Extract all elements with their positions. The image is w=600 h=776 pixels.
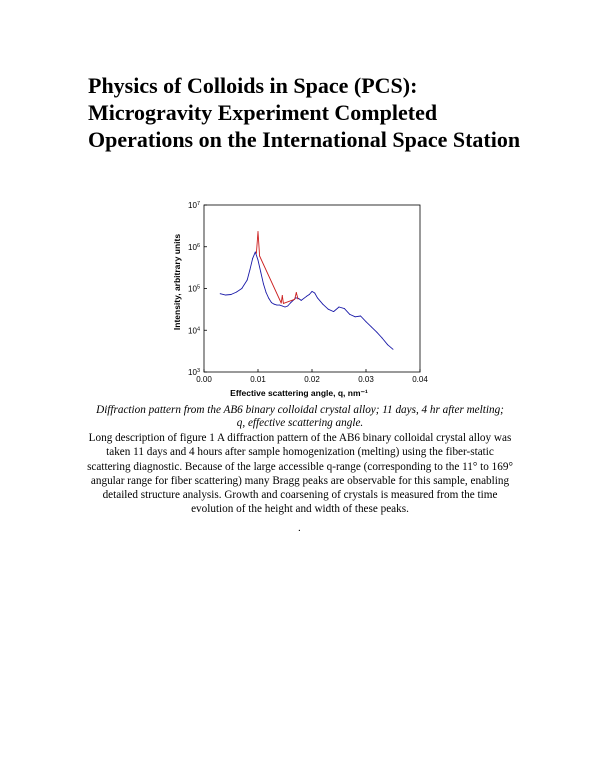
y-tick-label: $10^4$ (188, 326, 200, 336)
data-point (328, 309, 329, 310)
y-tick-label: $10^6$ (188, 242, 200, 252)
trailing-mark: . (298, 522, 301, 534)
y-tick-label: $10^5$ (188, 284, 200, 294)
data-point (274, 304, 275, 305)
data-point (287, 306, 288, 307)
data-point (276, 305, 277, 306)
series-layer (220, 231, 394, 350)
data-point (376, 332, 377, 333)
data-point (339, 307, 340, 308)
data-point (263, 283, 264, 284)
long-description: Long description of figure 1 A diffraction pattern of the AB6 binary colloidal crystal alloy was taken 11 days and 4 hours after sample homogenization (melting) using the fiber-static scattering diagnostic. Because of the large accessible q-range (corresponding to the 11° to 169° angular range for fiber scattering) many Bragg peaks are observable for this sample, enabling detailed structure analysis. Growth and coarsening of crystals is measured from the time evolution of the height and width of these peaks. (87, 432, 513, 516)
data-point (309, 294, 310, 295)
data-point (255, 252, 256, 253)
data-point (252, 258, 253, 259)
data-point (371, 326, 372, 327)
x-tick-label: 0.01 (250, 375, 266, 384)
data-point (220, 293, 221, 294)
data-point (259, 256, 260, 257)
data-point (360, 316, 361, 317)
data-point (247, 280, 248, 281)
data-point (281, 303, 282, 304)
axes-layer (188, 201, 428, 384)
data-point (387, 344, 388, 345)
data-point (317, 297, 318, 298)
series-line-measured (220, 252, 393, 349)
data-point (258, 231, 259, 232)
data-point (333, 311, 334, 312)
figure-caption: Diffraction pattern from the AB6 binary colloidal crystal alloy; 11 days, 4 hr after melting; q, effective scattering angle. (96, 404, 504, 429)
data-point (285, 307, 286, 308)
y-tick-label: $10^7$ (188, 201, 200, 210)
data-point (249, 269, 250, 270)
data-point (225, 295, 226, 296)
data-point (231, 294, 232, 295)
data-point (296, 292, 297, 293)
data-point (344, 308, 345, 309)
data-point (282, 306, 283, 307)
data-point (312, 291, 313, 292)
data-point (241, 288, 242, 289)
data-point (306, 296, 307, 297)
y-axis-label: Intensity, arbitrary units (172, 233, 182, 331)
data-point (355, 316, 356, 317)
data-point (290, 303, 291, 304)
x-tick-label: 0.02 (304, 375, 320, 384)
data-point (271, 302, 272, 303)
data-point (279, 305, 280, 306)
y-tick-label: $10^3$ (188, 368, 200, 377)
data-point (294, 299, 295, 300)
data-point (256, 253, 257, 254)
data-point (349, 314, 350, 315)
data-point (393, 349, 394, 350)
diffraction-figure (168, 196, 438, 402)
data-point (314, 293, 315, 294)
data-point (258, 260, 259, 261)
data-point (236, 292, 237, 293)
data-point (266, 292, 267, 293)
page-title: Physics of Colloids in Space (PCS): Microgravity Experiment Completed Operations on the International Space Station (88, 73, 521, 152)
data-point (283, 303, 284, 304)
data-point (260, 271, 261, 272)
plot-frame (204, 205, 420, 372)
x-axis-label: Effective scattering angle, q, nm⁻¹ (230, 388, 368, 398)
x-tick-label: 0.03 (358, 375, 374, 384)
data-point (301, 300, 302, 301)
data-point (382, 338, 383, 339)
plot-area (204, 205, 420, 372)
data-point (322, 304, 323, 305)
data-point (282, 295, 283, 296)
x-tick-label: 0.00 (196, 375, 212, 384)
data-point (268, 298, 269, 299)
diffraction-chart (168, 196, 438, 402)
data-point (366, 321, 367, 322)
series-line-peaks (256, 232, 298, 304)
x-tick-label: 0.04 (412, 375, 428, 384)
data-point (298, 299, 299, 300)
